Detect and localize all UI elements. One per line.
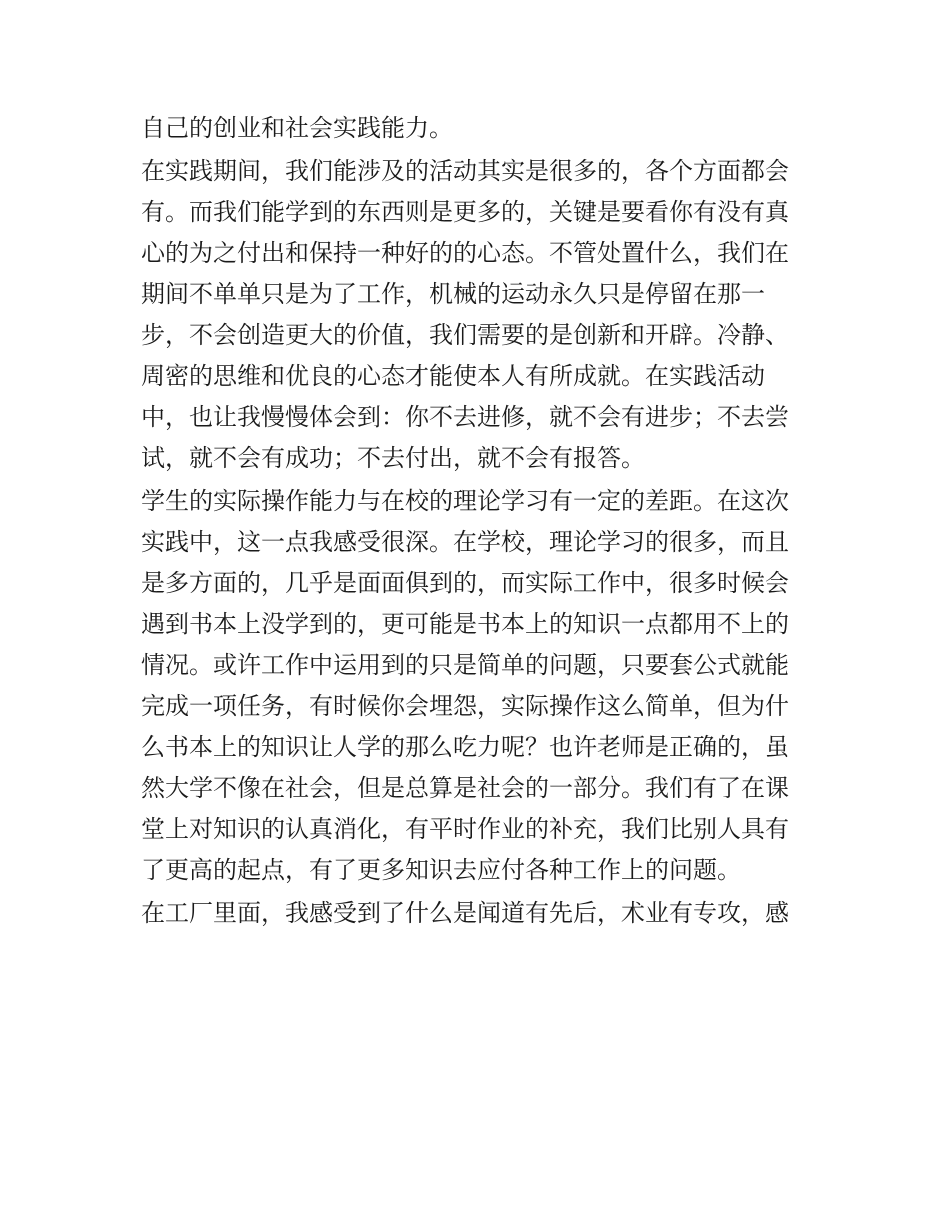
text-line: 完成一项任务，有时候你会埋怨，实际操作这么简单，但为什 — [141, 692, 789, 720]
text-line: 试，就不会有成功；不去付出，就不会有报答。 — [141, 444, 645, 472]
text-line: 步，不会创造更大的价值，我们需要的是创新和开辟。冷静、 — [141, 321, 789, 349]
text-line: 么书本上的知识让人学的那么吃力呢？也许老师是正确的，虽 — [141, 733, 789, 761]
text-line: 中，也让我慢慢体会到：你不去进修，就不会有进步；不去尝 — [141, 403, 789, 431]
text-line: 在工厂里面，我感受到了什么是闻道有先后，术业有专攻，感 — [141, 899, 789, 927]
paragraph-4 — [141, 893, 813, 934]
text-line: 遇到书本上没学到的，更可能是书本上的知识一点都用不上的 — [141, 610, 789, 638]
text-line: 然大学不像在社会，但是总算是社会的一部分。我们有了在课 — [141, 774, 789, 802]
text-line: 心的为之付出和保持一种好的的心态。不管处置什么，我们在 — [141, 239, 789, 267]
text-line: 情况。或许工作中运用到的只是简单的问题，只要套公式就能 — [141, 651, 789, 679]
text-line: 期间不单单只是为了工作，机械的运动永久只是停留在那一 — [141, 280, 765, 308]
text-line: 在实践期间，我们能涉及的活动其实是很多的，各个方面都会 — [141, 157, 789, 185]
text-line: 学生的实际操作能力与在校的理论学习有一定的差距。在这次 — [141, 487, 789, 515]
text-line: 周密的思维和优良的心态才能使本人有所成就。在实践活动 — [141, 362, 765, 390]
text-line: 是多方面的，几乎是面面俱到的，而实际工作中，很多时候会 — [141, 569, 789, 597]
text-line: 了更高的起点，有了更多知识去应付各种工作上的问题。 — [141, 856, 741, 884]
paragraph-1 — [141, 108, 813, 149]
paragraph-3 — [141, 481, 813, 891]
paragraph-2 — [141, 151, 813, 479]
document-body — [141, 108, 813, 936]
text-line: 实践中，这一点我感受很深。在学校，理论学习的很多，而且 — [141, 528, 789, 556]
text-line: 堂上对知识的认真消化，有平时作业的补充，我们比别人具有 — [141, 815, 789, 843]
text-line: 有。而我们能学到的东西则是更多的，关键是要看你有没有真 — [141, 198, 789, 226]
text-line: 自己的创业和社会实践能力。 — [141, 114, 453, 142]
